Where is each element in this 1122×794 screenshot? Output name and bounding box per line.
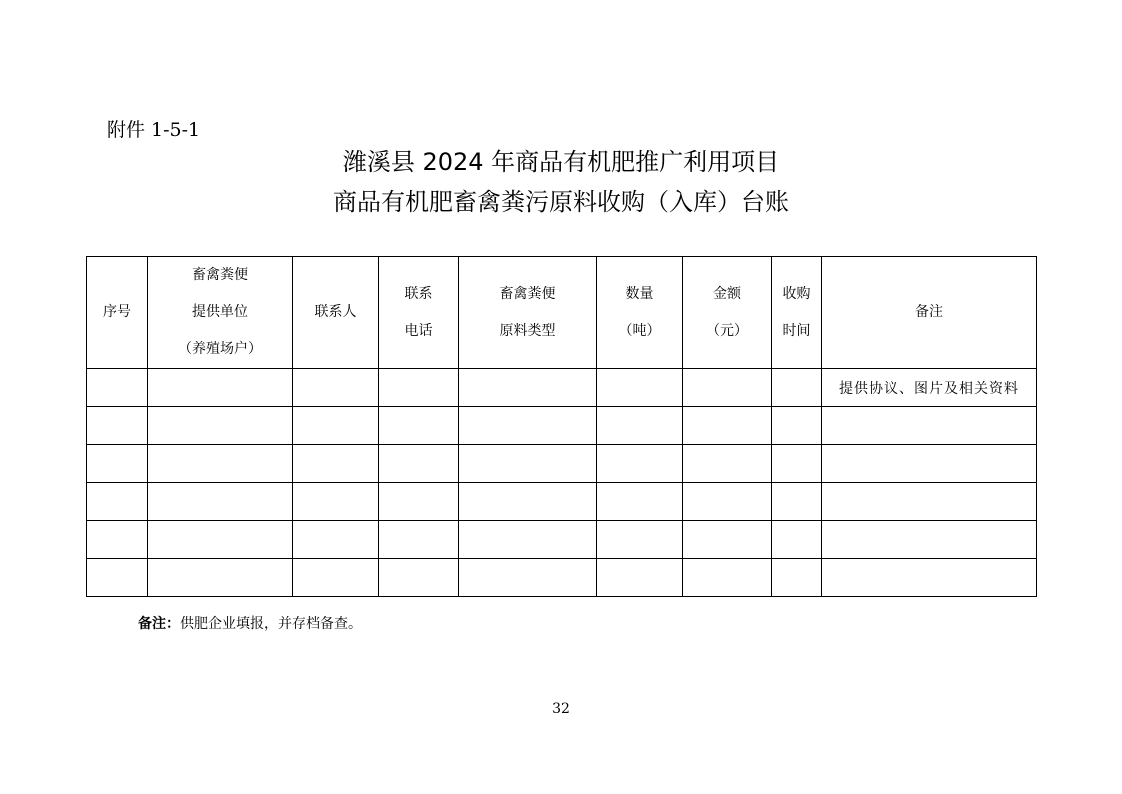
header-cell-supplier — [148, 257, 293, 369]
header-text: 原料类型 — [499, 322, 556, 339]
table-row — [87, 521, 1037, 559]
table-cell — [87, 445, 148, 483]
table-cell — [459, 445, 597, 483]
header-cell-purchase-time — [772, 257, 822, 369]
header-text: 数量 — [625, 285, 654, 302]
table-row — [87, 445, 1037, 483]
table-cell — [683, 521, 772, 559]
header-cell-amount — [683, 257, 772, 369]
header-text: 联系人 — [314, 304, 357, 320]
header-row — [87, 257, 1037, 369]
table-cell — [148, 559, 293, 597]
header-text: 序号 — [103, 304, 131, 320]
table-cell — [772, 445, 822, 483]
table-cell — [87, 407, 148, 445]
header-text: 电话 — [404, 322, 433, 339]
table-row — [87, 559, 1037, 597]
table-cell — [87, 483, 148, 521]
header-cell-index — [87, 257, 148, 369]
header-cell-phone — [379, 257, 459, 369]
header-cell-contact — [293, 257, 379, 369]
header-cell-remarks — [822, 257, 1037, 369]
table-cell — [597, 483, 683, 521]
remarks-cell — [822, 445, 1037, 483]
table-cell — [683, 445, 772, 483]
header-text: 收购 — [782, 285, 811, 302]
table-cell — [683, 483, 772, 521]
table-cell — [459, 369, 597, 407]
table-cell — [148, 521, 293, 559]
table-cell — [379, 483, 459, 521]
table-cell — [148, 445, 293, 483]
table-cell — [148, 369, 293, 407]
table-cell — [293, 559, 379, 597]
header-text: 联系 — [404, 285, 433, 302]
header-text: 畜禽粪便 — [192, 267, 248, 283]
table-cell — [148, 407, 293, 445]
page-title-line-2: 商品有机肥畜禽粪污原料收购（入库）台账 — [333, 188, 789, 216]
table-cell — [87, 521, 148, 559]
table-cell — [379, 445, 459, 483]
table-cell — [459, 521, 597, 559]
remarks-cell — [822, 407, 1037, 445]
header-text: 畜禽粪便 — [499, 285, 556, 302]
table-cell — [87, 559, 148, 597]
remarks-cell — [822, 483, 1037, 521]
header-cell-quantity — [597, 257, 683, 369]
header-text: 备注 — [915, 304, 943, 320]
table-cell — [293, 369, 379, 407]
table-cell — [597, 559, 683, 597]
table-cell — [597, 369, 683, 407]
footnote — [138, 614, 362, 634]
remarks-cell: 提供协议、图片及相关资料 — [822, 369, 1037, 407]
table-cell — [597, 407, 683, 445]
table-cell — [379, 407, 459, 445]
table-cell — [293, 521, 379, 559]
ledger-table — [86, 256, 1037, 597]
table-cell — [772, 483, 822, 521]
header-text: 时间 — [782, 322, 811, 339]
table-cell — [459, 407, 597, 445]
footnote-text: 供肥企业填报，并存档备查。 — [180, 616, 362, 632]
table-cell — [683, 407, 772, 445]
header-text: 金额 — [713, 285, 741, 302]
remarks-cell — [822, 521, 1037, 559]
table-cell — [293, 483, 379, 521]
table-row — [87, 369, 1037, 407]
table-cell — [597, 521, 683, 559]
page-title-line-1: 潍溪县 2024 年商品有机肥推广利用项目 — [342, 148, 780, 176]
table-cell — [379, 559, 459, 597]
table-cell — [772, 407, 822, 445]
attachment-label: 附件 1-5-1 — [107, 119, 201, 141]
table-cell — [379, 521, 459, 559]
table-cell — [597, 445, 683, 483]
remarks-cell — [822, 559, 1037, 597]
table-cell — [772, 369, 822, 407]
table-cell — [772, 521, 822, 559]
table-cell — [683, 559, 772, 597]
table-cell — [87, 369, 148, 407]
table-cell — [293, 407, 379, 445]
footnote-label: 备注： — [138, 616, 180, 632]
table-cell — [293, 445, 379, 483]
header-text: 提供单位 — [192, 304, 248, 320]
table-cell — [772, 559, 822, 597]
header-text: （养殖场户） — [178, 341, 262, 357]
header-cell-material-type — [459, 257, 597, 369]
header-text: （元） — [706, 322, 748, 339]
header-text: （吨） — [618, 322, 661, 339]
table-row — [87, 483, 1037, 521]
page-number: 32 — [552, 701, 570, 717]
table-cell — [148, 483, 293, 521]
table-cell — [459, 483, 597, 521]
table-cell — [459, 559, 597, 597]
table-cell — [379, 369, 459, 407]
table-cell — [683, 369, 772, 407]
table-row — [87, 407, 1037, 445]
